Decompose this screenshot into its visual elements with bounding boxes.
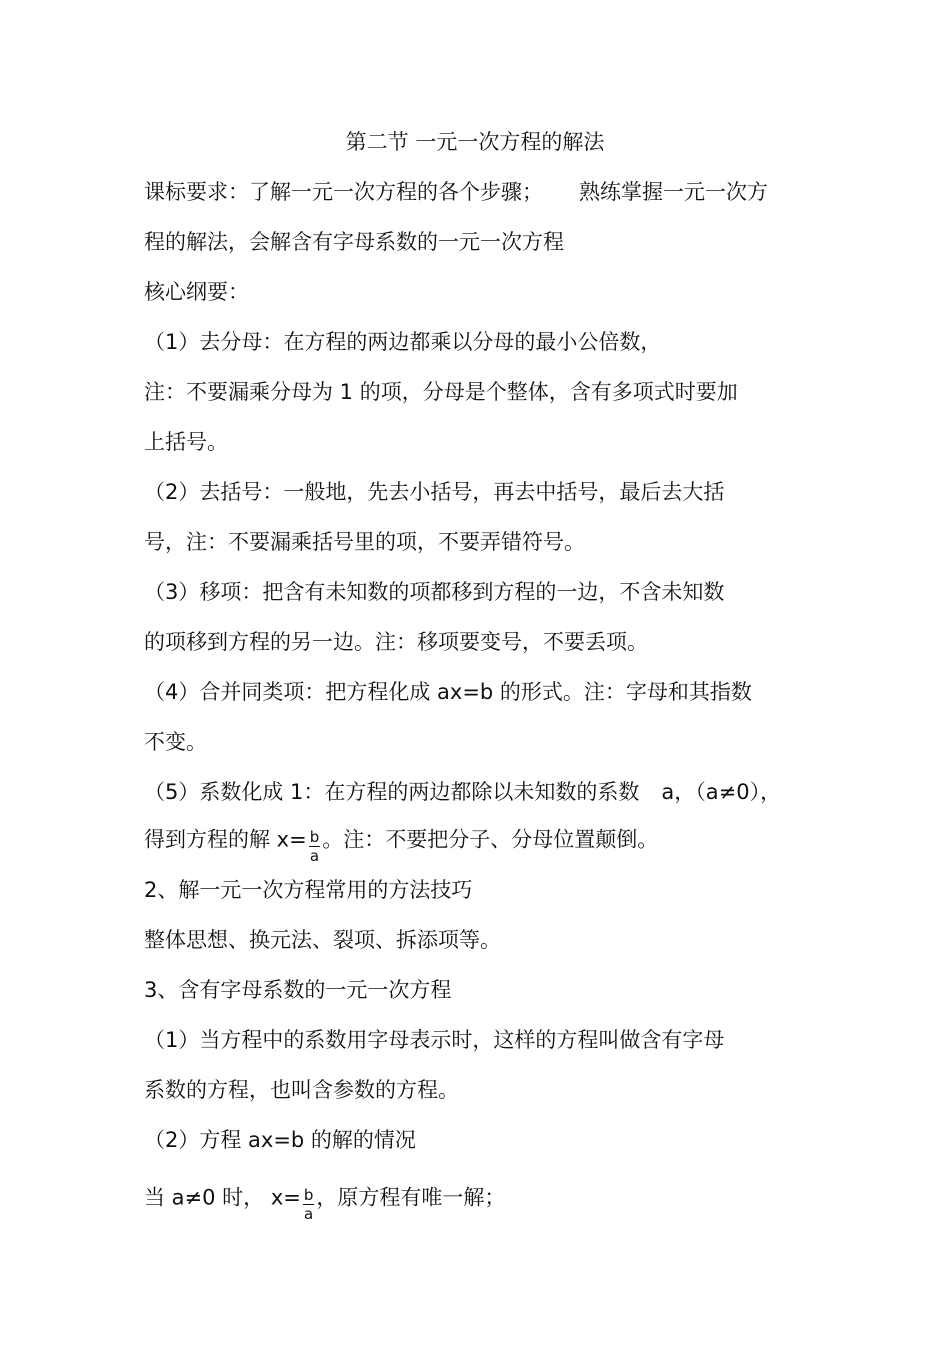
step2-line-1: （2）去括号：一般地，先去小括号，再去中括号，最后去大括 [144,480,725,504]
step2-line-2: 号，注：不要漏乘括号里的项，不要弄错符号。 [144,530,585,554]
fraction-b-over-a [309,828,321,865]
fraction-denominator: a [304,1205,314,1223]
core-heading: 核心纲要： [144,280,249,304]
step5-text-b: a，（a≠0）， [661,780,782,804]
section3-p2: （2）方程 ax=b 的解的情况 [144,1128,416,1152]
step5-note-text: 。注：不要把分子、分母位置颠倒。 [322,827,659,852]
step5-line-1 [144,777,781,807]
section3-case1 [144,1180,506,1223]
section3-heading: 3、含有字母系数的一元一次方程 [144,978,452,1002]
section2-body: 整体思想、换元法、裂项、拆添项等。 [144,928,501,952]
step4-line-1: （4）合并同类项：把方程化成 ax=b 的形式。注：字母和其指数 [144,680,752,704]
section3-p1-line-2: 系数的方程，也叫含参数的方程。 [144,1078,459,1102]
requirement-line-1 [144,177,768,207]
requirement-text-a: 课标要求：了解一元一次方程的各个步骤； [144,180,543,204]
fraction-numerator: b [309,828,320,846]
step4-line-2: 不变。 [144,730,207,754]
page-title: 第二节 一元一次方程的解法 [345,130,605,154]
step3-line-1: （3）移项：把含有未知数的项都移到方程的一边，不含未知数 [144,580,725,604]
requirement-line-2: 程的解法，会解含有字母系数的一元一次方程 [144,230,564,254]
step5-solution-text: 得到方程的解 x= [144,827,307,852]
step1-line-3: 上括号。 [144,430,228,454]
step1-line-2: 注：不要漏乘分母为 1 的项，分母是个整体，含有多项式时要加 [144,380,738,404]
case1-text-b: ，原方程有唯一解； [316,1185,506,1210]
step3-line-2: 的项移到方程的另一边。注：移项要变号，不要丢项。 [144,630,648,654]
section3-p1-line-1: （1）当方程中的系数用字母表示时，这样的方程叫做含有字母 [144,1028,725,1052]
case1-text-a: 当 a≠0 时， x= [144,1185,301,1210]
step5-line-2 [144,822,659,865]
section2-heading: 2、解一元一次方程常用的方法技巧 [144,878,473,902]
fraction-denominator: a [309,847,320,865]
fraction-numerator: b [303,1186,314,1204]
fraction-b-over-a [303,1186,315,1223]
requirement-text-b: 熟练掌握一元一次方 [579,180,768,204]
step5-text-a: （5）系数化成 1：在方程的两边都除以未知数的系数 [144,780,640,804]
step1-line-1: （1）去分母：在方程的两边都乘以分母的最小公倍数， [144,330,662,354]
